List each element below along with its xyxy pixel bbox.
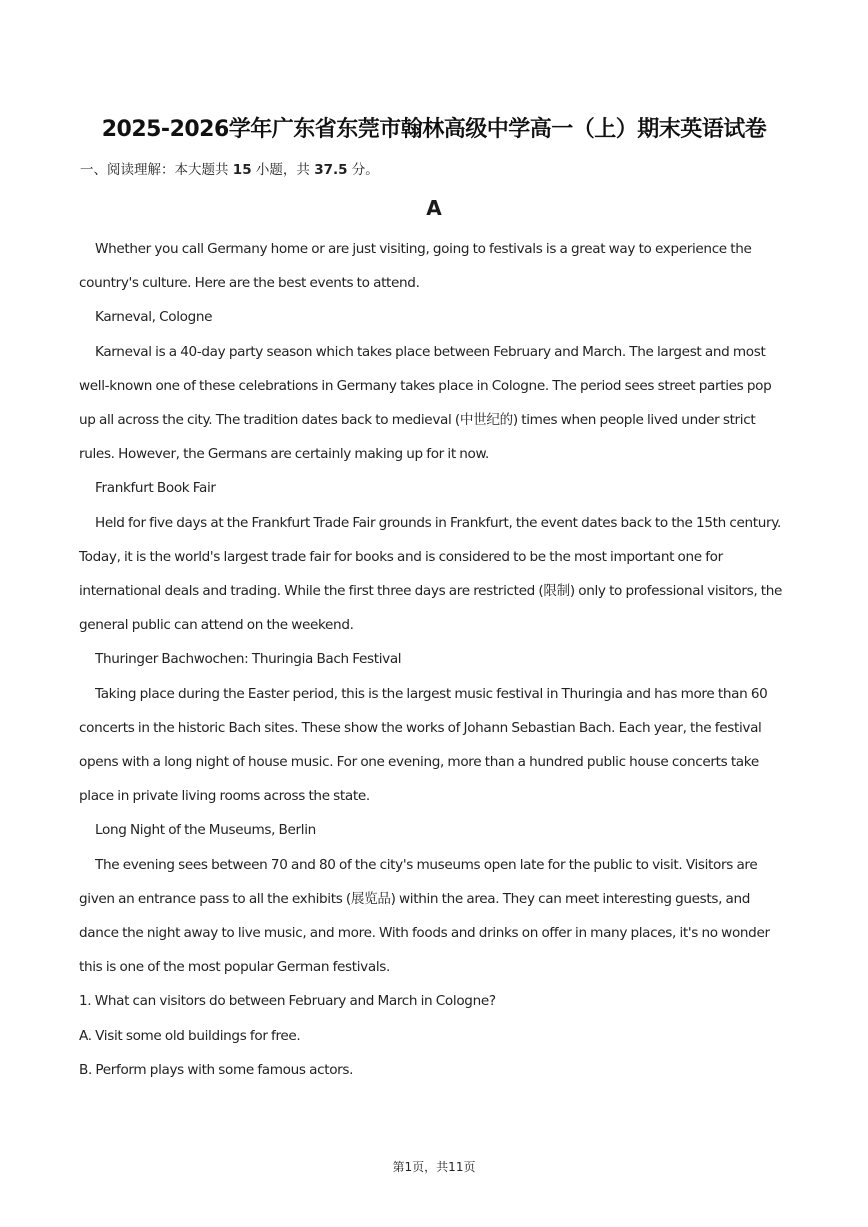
section-heading-suffix: 分。 — [347, 162, 379, 178]
passage-letter: A — [426, 196, 442, 220]
exam-title: 2025-2026学年广东省东莞市翰林高级中学高一（上）期末英语试卷 — [101, 117, 767, 142]
subheading-karneval: Karneval, Cologne — [95, 309, 213, 326]
section-heading-mid: 小题，共 — [251, 162, 315, 178]
section-score: 37.5 — [314, 162, 348, 178]
page-footer: 第1页，共11页 — [392, 1160, 476, 1174]
question-1: 1. What can visitors do between February and March in Cologne? — [79, 993, 496, 1010]
paragraph-book-fair: Held for five days at the Frankfurt Trade Fair grounds in Frankfurt, the event dates back to the 15th century. Today, it is the world's largest trade fair for books and is considered to be the most important one for international deals and trading. While the first three days are restricted (限制) only to professional visitors, the general public can attend on the weekend. — [79, 514, 783, 634]
paragraph-intro: Whether you call Germany home or are just visiting, going to festivals is a great way to experience the country's culture. Here are the best events to attend. — [79, 241, 752, 292]
passage-body — [79, 232, 791, 1087]
option-a: A. Visit some old buildings for free. — [79, 1027, 301, 1044]
section-heading — [80, 158, 379, 178]
subheading-book-fair: Frankfurt Book Fair — [95, 480, 216, 497]
section-heading-prefix: 一、阅读理解：本大题共 — [80, 162, 233, 178]
paragraph-karneval: Karneval is a 40-day party season which takes place between February and March. The largest and most well-known one of these celebrations in Germany takes place in Cologne. The period sees street parties pop up all across the city. The tradition dates back to medieval (中世纪的) times when people lived under strict rules. However, the Germans are certainly making up for it now. — [79, 343, 772, 463]
subheading-museums: Long Night of the Museums, Berlin — [95, 822, 316, 839]
question-count: 15 — [232, 162, 252, 178]
option-b: B. Perform plays with some famous actors. — [79, 1061, 354, 1078]
paragraph-museums: The evening sees between 70 and 80 of the city's museums open late for the public to visit. Visitors are given an entrance pass to all the exhibits (展览品) within the area. They can meet interesting guests, and dance the night away to live music, and more. With foods and drinks on offer in many places, it's no wonder this is one of the most popular German festivals. — [79, 856, 770, 976]
subheading-bach-festival: Thuringer Bachwochen: Thuringia Bach Festival — [95, 651, 402, 668]
paragraph-bach-festival: Taking place during the Easter period, this is the largest music festival in Thuringia and has more than 60 concerts in the historic Bach sites. These show the works of Johann Sebastian Bach. Each year, the festival opens with a long night of house music. For one evening, more than a hundred public house concerts take place in private living rooms across the state. — [79, 685, 768, 805]
